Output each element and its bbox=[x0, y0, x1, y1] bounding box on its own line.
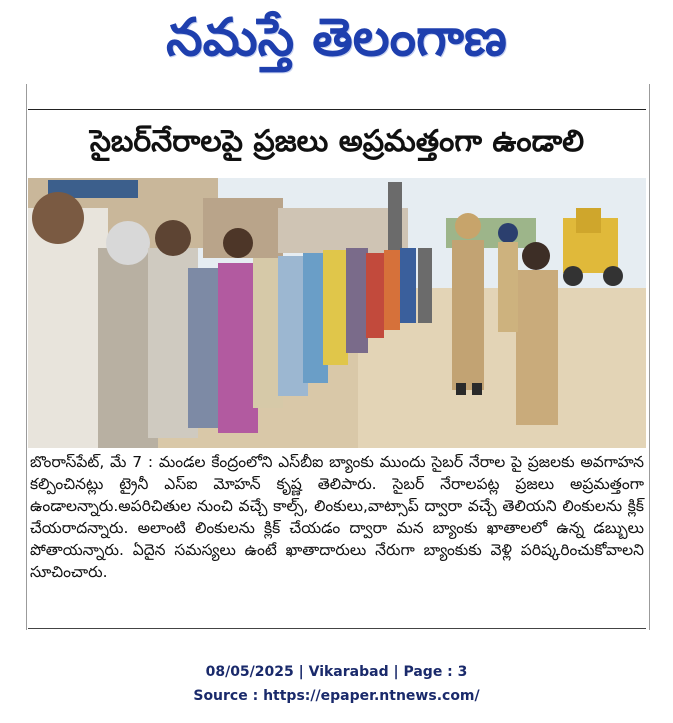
bottom-divider bbox=[28, 628, 646, 629]
news-photo bbox=[28, 178, 646, 448]
newspaper-logo: నమస్తే తెలంగాణ bbox=[166, 8, 507, 68]
footer bbox=[0, 660, 673, 708]
article-body-text: బొంరాస్‌పేట్, మే 7 : మండల కేంద్రంలోని ఎస్‌బీఐ బ్యాంకు ముందు సైబర్ నేరాల పై ప్రజలకు అవగాహన కల్పించినట్లు ట్రైనీ ఎస్ఐ మోహన్ కృష్ణ తెలిపారు. సైబర్ నేరాలపట్ల ప్రజలు అప్రమత్తంగా ఉండాలన్నారు.అపరిచితుల నుంచి వచ్చే కాల్స్, లింకులు,వాట్సాప్ ద్వారా వచ్చే తెలియని లింకులను క్లిక్ చేయరాదన్నారు. అలాంటి లింకులను క్లిక్ చేయడం ద్వారా మన బ్యాంకు ఖాతాలలో ఉన్న డబ్బులు పోతాయన్నారు. ఏదైన సమస్యలు ఉంటే ఖాతాదారులు నేరుగా బ్యాంకుకు వెళ్లి పరిష్కరించుకోవాలని సూచించారు. bbox=[30, 453, 644, 581]
source-link[interactable]: Source : https://epaper.ntnews.com/ bbox=[193, 688, 480, 704]
top-divider bbox=[28, 109, 646, 110]
edition-info: 08/05/2025 | Vikarabad | Page : 3 bbox=[205, 664, 468, 680]
article-headline: సైబర్‌నేరాలపై ప్రజలు అప్రమత్తంగా ఉండాలి bbox=[89, 124, 585, 159]
article-body bbox=[30, 451, 644, 583]
masthead bbox=[0, 0, 673, 84]
news-photo-icon bbox=[28, 178, 646, 448]
